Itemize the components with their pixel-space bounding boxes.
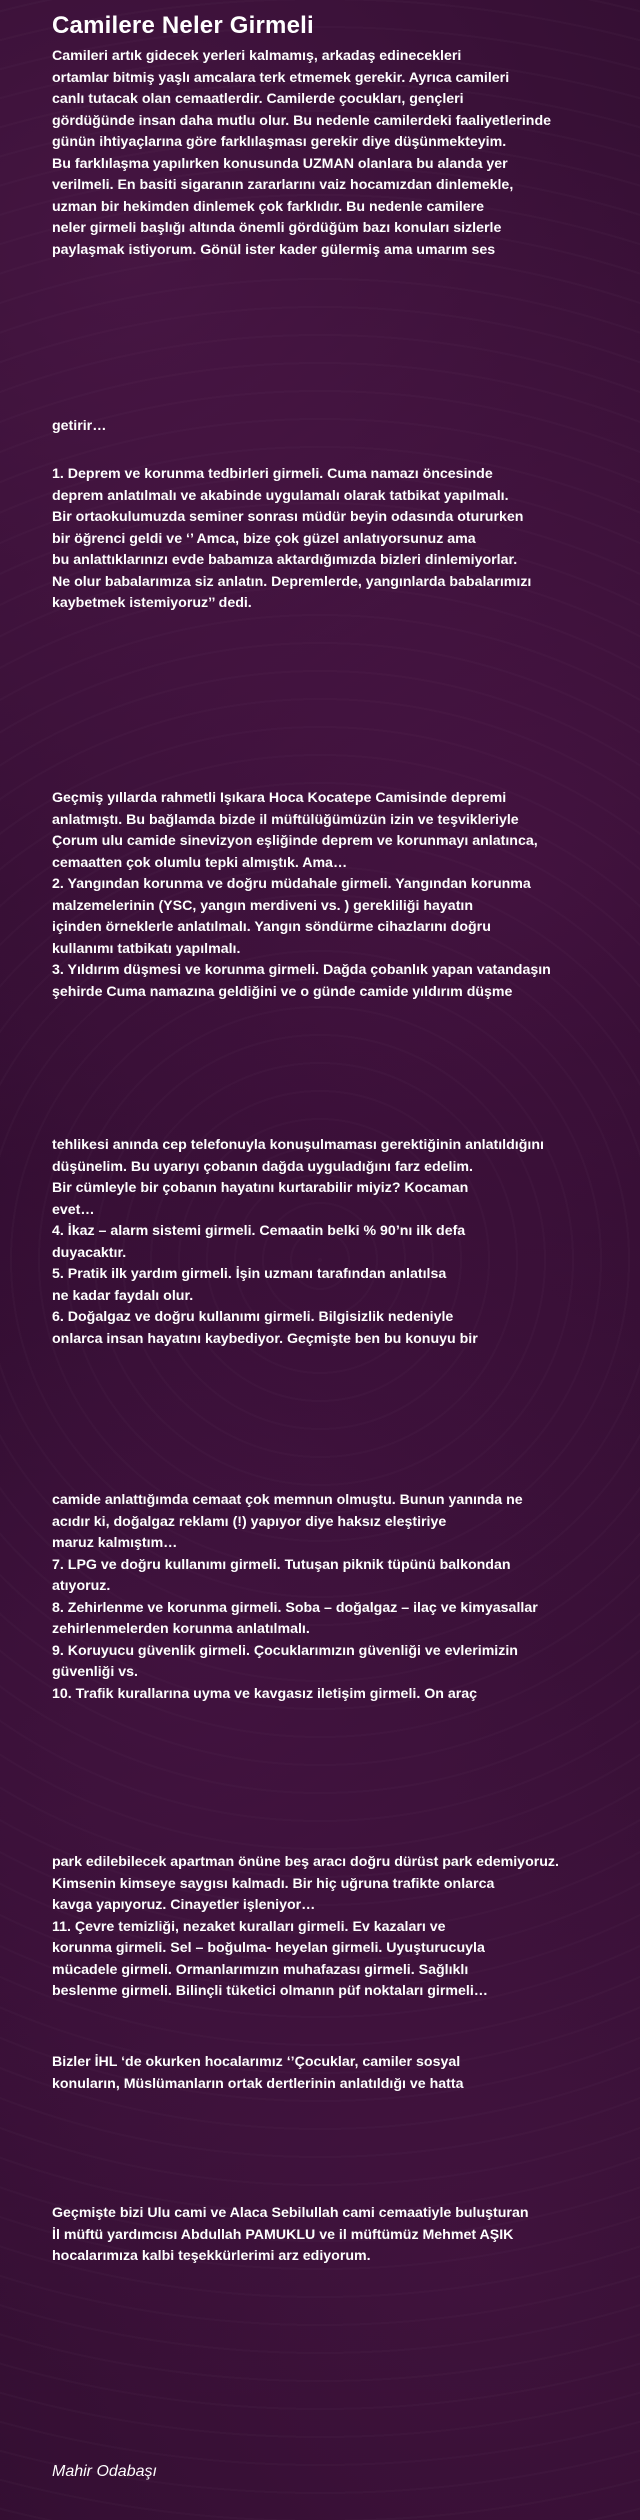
text-line: günün ihtiyaçlarına göre farklılaşması gerekir diye düşünmekteyim. — [52, 134, 507, 150]
text-line: 2. Yangından korunma ve doğru müdahale girmeli. Yangından korunma — [52, 876, 531, 892]
text-line: anlatmıştı. Bu bağlamda bizde il müftülüğümüzün izin ve teşvikleriyle — [52, 811, 519, 828]
text-line: evet… — [52, 1201, 95, 1218]
text-line: 11. Çevre temizliği, nezaket kuralları girmeli. Ev kazaları ve — [52, 1918, 446, 1935]
paragraph-items-7-10 — [52, 1490, 637, 1705]
text-line: şehirde Cuma namazına geldiğini ve o günde camide yıldırım düşme — [52, 983, 513, 1000]
text-line: bir öğrenci geldi ve ‘’ Amca, bize çok güzel anlatıyorsunuz ama — [52, 530, 476, 547]
text-line: cemaatten çok olumlu tepki almıştık. Ama… — [52, 854, 348, 871]
text-line: deprem anlatılmalı ve akabinde uygulamalı olarak tatbikat yapılmalı. — [52, 487, 509, 504]
text-line: 9. Koruyucu güvenlik girmeli. Çocuklarımızın güvenliği ve evlerimizin — [52, 1642, 518, 1659]
paragraph-ihl — [52, 2052, 637, 2095]
text-line: 6. Doğalgaz ve doğru kullanımı girmeli. Bilgisizlik nedeniyle — [52, 1309, 454, 1325]
text-line: 10. Trafik kurallarına uyma ve kavgasız iletişim girmeli. On araç — [52, 1685, 478, 1702]
text-line: Bir cümleyle bir çobanın hayatını kurtarabilir miyiz? Kocaman — [52, 1180, 469, 1196]
text-line: canlı tutacak olan cemaatlerdir. Camilerde çocukları, gençleri — [52, 91, 464, 107]
text-line: Kimsenin kimseye saygısı kalmadı. Bir hiç uğruna trafikte onlarca — [52, 1875, 495, 1892]
paragraph-items-2-3 — [52, 788, 637, 1003]
text-line: maruz kalmıştım… — [52, 1535, 178, 1551]
text-line: korunma girmeli. Sel – boğulma- heyelan girmeli. Uyuşturucuyla — [52, 1940, 485, 1956]
text-line: Camileri artık gidecek yerleri kalmamış, arkadaş edinecekleri — [52, 48, 462, 64]
text-line: Bizler İHL ‘de okurken hocalarımız ‘’Çocuklar, camiler sosyal — [52, 2054, 461, 2070]
text-line: park edilebilecek apartman önüne beş aracı doğru dürüst park edemiyoruz. — [52, 1854, 559, 1870]
text-line: malzemelerinin (YSC, yangın merdiveni vs. ) gerekliliği hayatın — [52, 897, 474, 914]
text-line: acıdır ki, doğalgaz reklamı (!) yapıyor diye haksız eleştiriye — [52, 1513, 447, 1530]
text-line: gördüğünde insan daha mutlu olur. Bu nedenle camilerdeki faaliyetlerinde — [52, 112, 552, 129]
author-name: Mahir Odabaşı — [52, 2463, 157, 2480]
text-line: Geçmiş yıllarda rahmetli Işıkara Hoca Kocatepe Camisinde depremi — [52, 790, 507, 806]
text-line: mücadele girmeli. Ormanlarımızın muhafazası girmeli. Sağlıklı — [52, 1961, 469, 1978]
paragraph-continuation — [52, 416, 637, 438]
text-line: 8. Zehirlenme ve korunma girmeli. Soba – doğalgaz – ilaç ve kimyasallar — [52, 1599, 538, 1616]
text-line: güvenliği vs. — [52, 1664, 138, 1680]
text-line: verilmeli. En basiti sigaranın zararlarını vaiz hocamızdan dinlemekle, — [52, 177, 514, 193]
paragraph-items-4-6 — [52, 1135, 637, 1350]
text-line: kaybetmek istemiyoruz’’ dedi. — [52, 595, 252, 611]
text-line: uzman bir hekimden dinlemek çok farklıdır. Bu nedenle camilere — [52, 198, 485, 215]
text-line: Ne olur babalarımıza siz anlatın. Depremlerde, yangınlarda babalarımızı — [52, 573, 532, 590]
paragraph-intro — [52, 46, 637, 261]
text-line: getirir… — [52, 418, 107, 434]
text-line: paylaşmak istiyorum. Gönül ister kader gülermiş ama umarım ses — [52, 241, 496, 258]
text-line: 4. İkaz – alarm sistemi girmeli. Cemaatin belki % 90’nı ilk defa — [52, 1223, 466, 1239]
paragraph-thanks — [52, 2203, 637, 2268]
poem-title: Camilere Neler Girmeli — [52, 12, 314, 39]
text-line: kavga yapıyoruz. Cinayetler işleniyor… — [52, 1897, 316, 1913]
text-line: neler girmeli başlığı altında önemli gördüğüm bazı konuları sizlerle — [52, 220, 502, 236]
text-line: 5. Pratik ilk yardım girmeli. İşin uzmanı tarafından anlatılsa — [52, 1266, 447, 1282]
paragraph-item-1 — [52, 464, 637, 615]
text-line: 3. Yıldırım düşmesi ve korunma girmeli. Dağda çobanlık yapan vatandaşın — [52, 962, 551, 978]
text-line: konuların, Müslümanların ortak dertlerinin anlatıldığı ve hatta — [52, 2075, 464, 2092]
text-line: Bu farklılaşma yapılırken konusunda UZMAN olanlara bu alanda yer — [52, 155, 508, 172]
text-line: beslenme girmeli. Bilinçli tüketici olmanın püf noktaları girmeli… — [52, 1983, 488, 1999]
text-line: Çorum ulu camide sinevizyon eşliğinde deprem ve korunmayı anlatınca, — [52, 833, 538, 849]
text-line: camide anlattığımda cemaat çok memnun olmuştu. Bunun yanında ne — [52, 1492, 523, 1508]
text-line: Bir ortaokulumuzda seminer sonrası müdür beyin odasında otururken — [52, 509, 524, 525]
paragraph-item-11 — [52, 1852, 637, 2003]
text-line: ortamlar bitmiş yaşlı amcalara terk etmemek gerekir. Ayrıca camileri — [52, 69, 510, 86]
text-line: İl müftü yardımcısı Abdullah PAMUKLU ve il müftümüz Mehmet AŞIK — [52, 2226, 514, 2243]
text-line: Geçmişte bizi Ulu cami ve Alaca Sebilullah cami cemaatiyle buluşturan — [52, 2205, 529, 2221]
text-line: zehirlenmelerden korunma anlatılmalı. — [52, 1621, 310, 1637]
text-line: içinden örneklerle anlatılmalı. Yangın söndürme cihazlarını doğru — [52, 919, 491, 935]
text-line: ne kadar faydalı olur. — [52, 1287, 194, 1304]
text-line: 1. Deprem ve korunma tedbirleri girmeli. Cuma namazı öncesinde — [52, 466, 493, 482]
text-line: 7. LPG ve doğru kullanımı girmeli. Tutuşan piknik tüpünü balkondan — [52, 1556, 511, 1573]
text-line: duyacaktır. — [52, 1244, 127, 1261]
text-line: hocalarımıza kalbi teşekkürlerimi arz ediyorum. — [52, 2248, 371, 2264]
text-line: tehlikesi anında cep telefonuyla konuşulmaması gerektiğinin anlatıldığını — [52, 1137, 544, 1153]
text-line: onlarca insan hayatını kaybediyor. Geçmişte ben bu konuyu bir — [52, 1330, 478, 1347]
text-line: kullanımı tatbikatı yapılmalı. — [52, 940, 241, 957]
text-line: düşünelim. Bu uyarıyı çobanın dağda uyguladığını farz edelim. — [52, 1158, 473, 1175]
text-line: bu anlattıklarınızı evde babamıza aktardığımızda bizleri dinlemiyorlar. — [52, 552, 518, 568]
text-line: atıyoruz. — [52, 1578, 111, 1594]
